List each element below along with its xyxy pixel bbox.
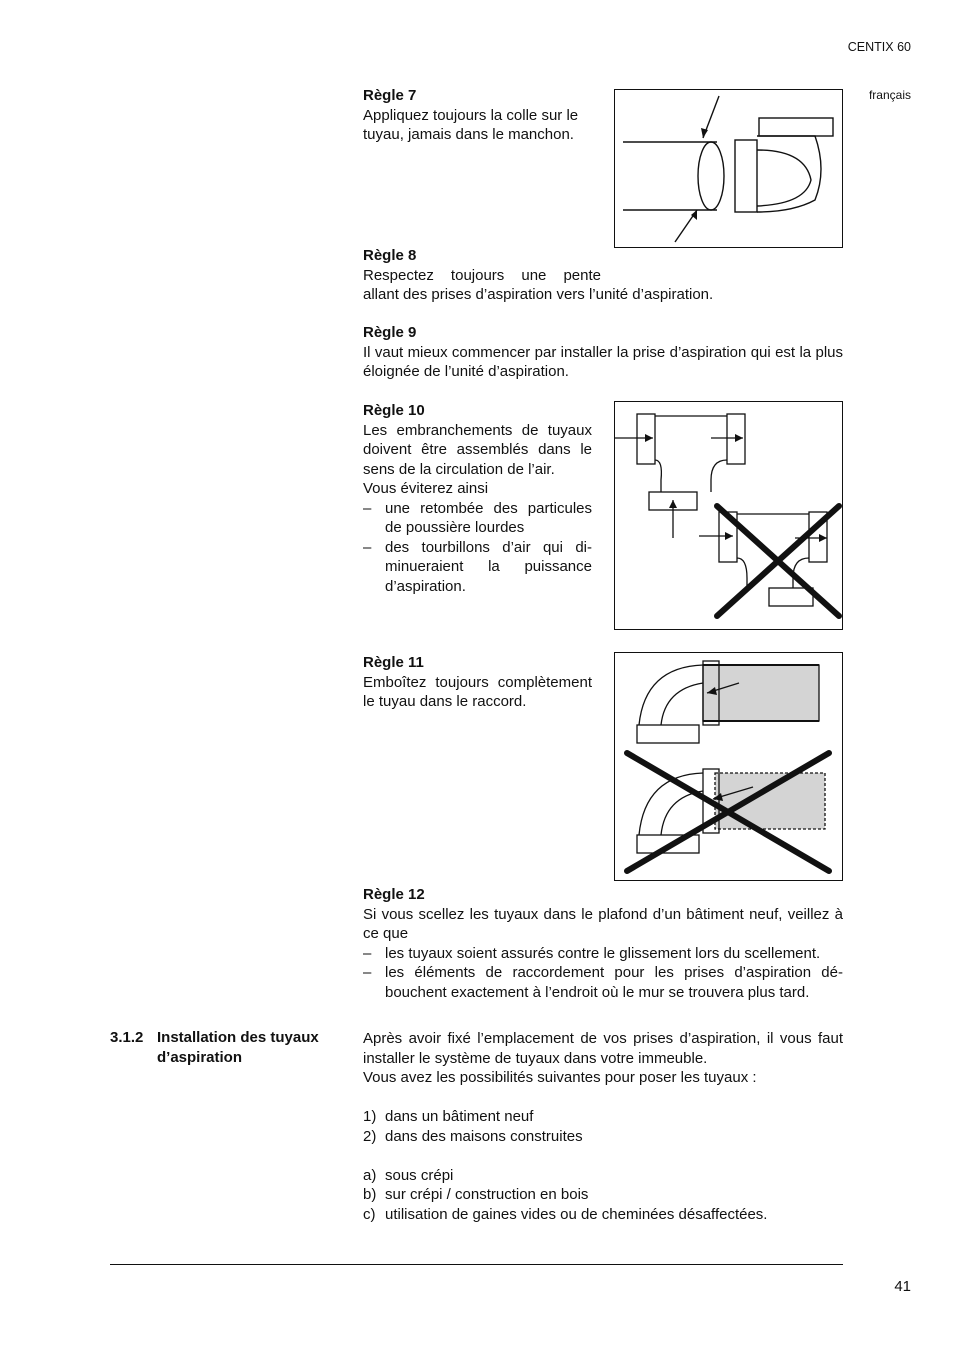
glue-pipe-illustration [615, 90, 842, 247]
list-marker: c) [363, 1205, 376, 1223]
numbered-list-item [363, 1107, 843, 1127]
lettered-list-item [363, 1185, 843, 1205]
rule-10-figure-branch-direction [614, 401, 843, 630]
list-item-text: utilisation de gaines vides ou de cheminées désaffectées. [385, 1205, 768, 1223]
rule-7-figure-glue-on-pipe [614, 89, 843, 248]
rule-10-text: Les embranchements de tuyaux doivent être assemblés dans le sens de la circulation de l’air. [363, 421, 592, 478]
section-number: 3.1.2 [110, 1029, 144, 1046]
rule-11-figure-pipe-insertion [614, 652, 843, 881]
rule-12-text: Si vous scellez les tuyaux dans le plafond d’un bâtiment neuf, veillez à ce que [363, 905, 843, 942]
rule-12-item: – les éléments de raccordement pour les prises d’aspiration débouchent exactement à l’endroit où le mur se trouvera plus tard. [363, 963, 843, 1002]
rule-9-text: Il vaut mieux commencer par installer la prise d’aspiration qui est la plus éloignée de l’unité d’aspiration. [363, 343, 843, 380]
header-product-name: CENTIX 60 [847, 40, 911, 54]
branch-direction-illustration [615, 402, 842, 629]
rule-11 [363, 653, 592, 712]
rule-7-title: Règle 7 [363, 87, 417, 104]
section-paragraph-1: Après avoir fixé l’emplacement de vos prises d’aspiration, il vous faut installer le système de tuyaux dans votre immeuble. [363, 1030, 843, 1067]
footer-divider [110, 1264, 843, 1265]
rule-11-title: Règle 11 [363, 654, 424, 671]
section-body [363, 1029, 843, 1224]
rule-10-item: – une retombée des particules de poussière lourdes [363, 499, 592, 538]
list-item-text: dans des maisons construites [385, 1127, 583, 1145]
list-item-text: sur crépi / construction en bois [385, 1186, 589, 1203]
rule-8-line-2: allant des prises d’aspiration vers l’unité d’aspiration. [363, 286, 714, 303]
list-marker: b) [363, 1186, 377, 1203]
section-title: Installation des tuyaux d’aspiration [157, 1029, 319, 1066]
list-item-text: sous crépi [385, 1166, 454, 1184]
rule-9-title: Règle 9 [363, 324, 417, 341]
list-marker: a) [363, 1166, 377, 1184]
rule-9 [363, 323, 843, 382]
list-item-text: dans un bâtiment neuf [385, 1108, 534, 1125]
section-paragraph-2: Vous avez les possibilités suivantes pour poser les tuyaux : [363, 1069, 757, 1086]
lettered-list-item [363, 1166, 843, 1186]
lettered-list-item [363, 1205, 843, 1225]
rule-12 [363, 885, 843, 1002]
rule-10-item: – des tourbillons d’air qui diminueraient la puissance d’aspiration. [363, 538, 592, 597]
rule-11-text: Emboîtez toujours complètement le tuyau dans le raccord. [363, 673, 592, 710]
page-number: 41 [894, 1278, 911, 1295]
list-marker: 1) [363, 1108, 377, 1125]
rule-8 [363, 246, 843, 305]
rule-8-line-1: Respectez toujours une pente [363, 266, 601, 284]
rule-12-title: Règle 12 [363, 886, 425, 903]
rule-10-intro: Vous éviterez ainsi [363, 480, 489, 497]
numbered-list-item [363, 1127, 843, 1147]
rule-12-item: – les tuyaux soient assurés contre le glissement lors du scellement. [363, 944, 843, 964]
list-marker: 2) [363, 1127, 377, 1145]
cross-mark-icon [717, 506, 839, 616]
rule-10-title: Règle 10 [363, 402, 425, 419]
pipe-insertion-illustration [615, 653, 842, 880]
rule-7 [363, 86, 595, 145]
header-language: français [868, 88, 911, 102]
rule-10 [363, 401, 592, 596]
rule-7-text: Appliquez toujours la colle sur le tuyau, jamais dans le manchon. [363, 106, 579, 143]
rule-8-title: Règle 8 [363, 247, 417, 264]
